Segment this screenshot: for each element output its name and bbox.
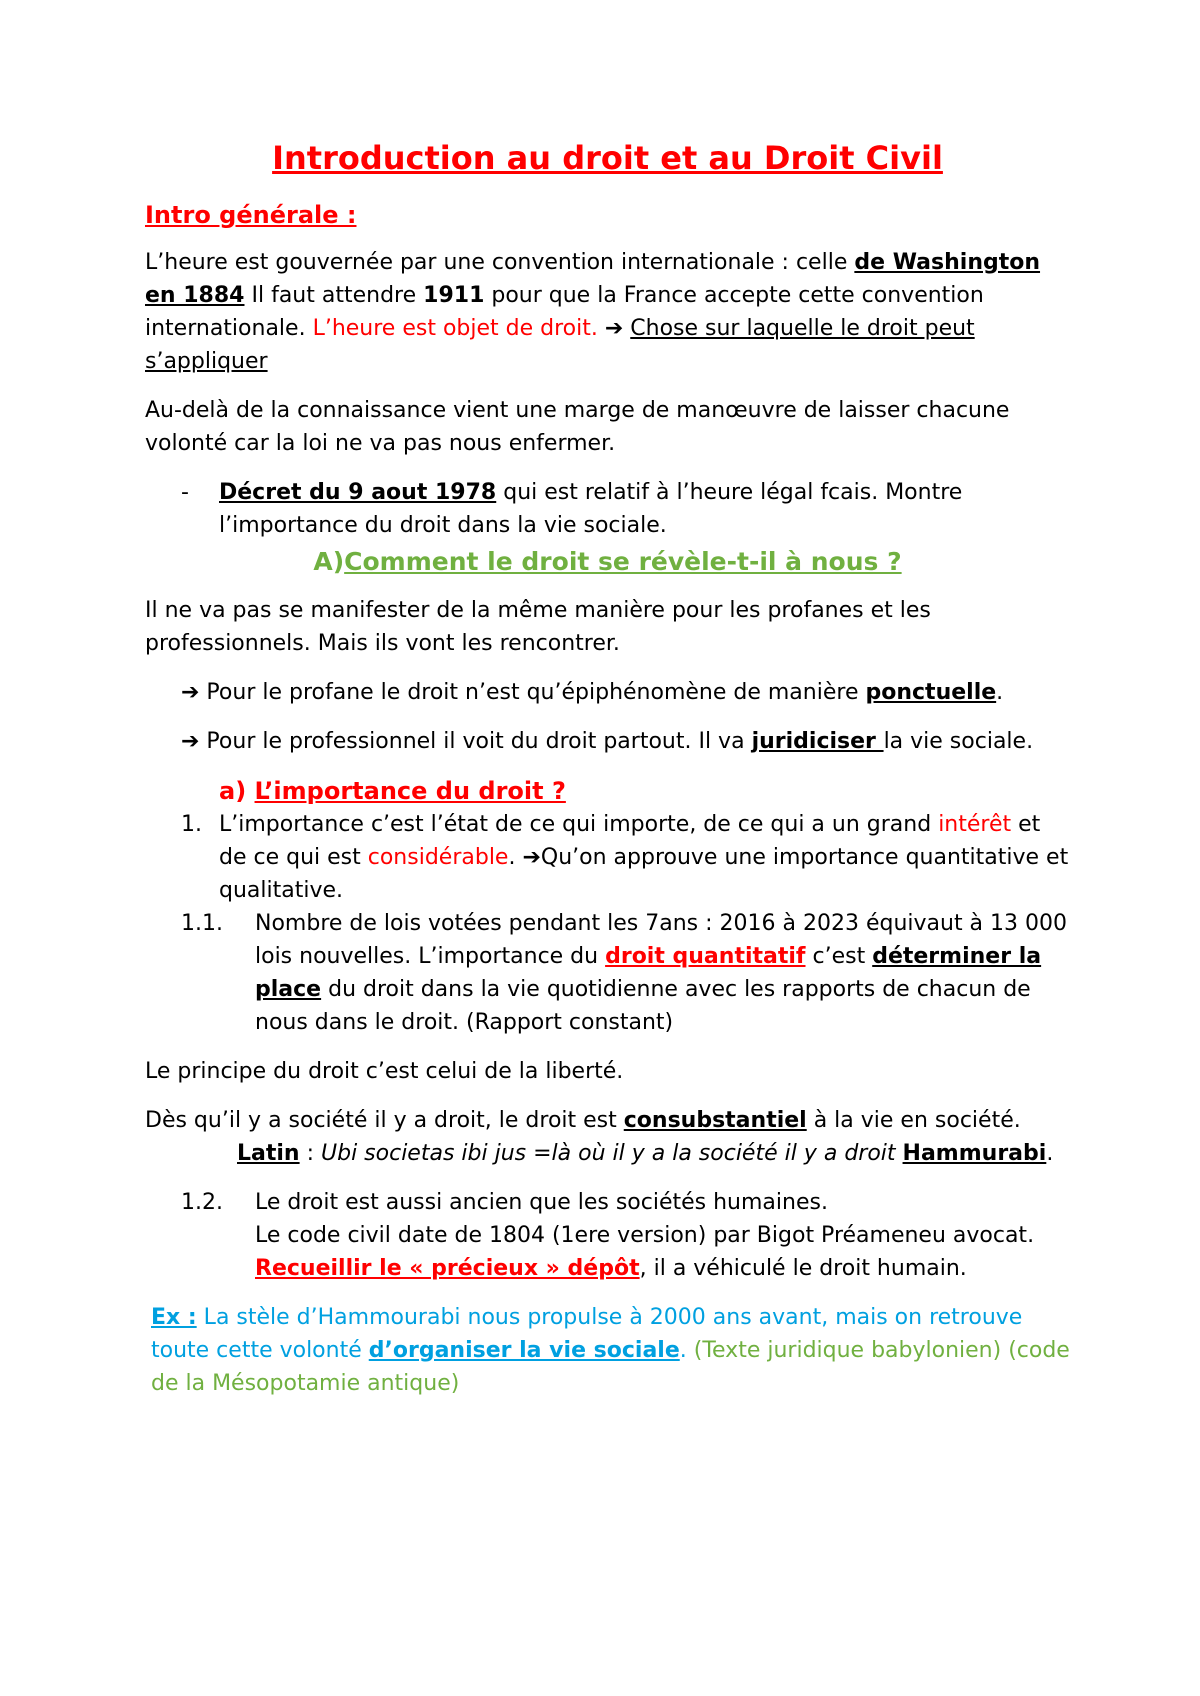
- latin-maxim: Ubi societas ibi jus =là où il y a la société il y a droit: [321, 1141, 896, 1166]
- text-run: :: [299, 1141, 321, 1166]
- intro-heading: Intro générale :: [145, 201, 357, 229]
- text-run: .: [996, 680, 1004, 705]
- paragraph-heure: [145, 246, 1070, 378]
- organiser-vie-sociale: d’organiser la vie sociale: [368, 1338, 680, 1363]
- text-run: , il a véhiculé le droit humain.: [639, 1256, 967, 1281]
- recueillir-depot: Recueillir le « précieux » dépôt: [255, 1256, 640, 1281]
- text-run: ➔ Pour le profane le droit n’est qu’épiphénomène de manière: [181, 680, 866, 705]
- section-prefix: A): [313, 547, 345, 576]
- text-run: du droit dans la vie quotidienne avec les rapports de chacun de nous dans le droit. (Rapport constant): [255, 977, 1031, 1035]
- text-run: .: [679, 1338, 694, 1363]
- text-run: pour que la France accepte cette convention internationale.: [145, 283, 984, 341]
- numbered-item-1: [181, 808, 1070, 907]
- text-run: Il faut attendre: [244, 283, 424, 308]
- texte-juridique: (Texte juridique babylonien) (code de la Mésopotamie antique): [151, 1338, 1070, 1396]
- dash-marker: -: [181, 480, 189, 505]
- text-run: la vie sociale.: [883, 729, 1034, 754]
- paragraph-marge: Au-delà de la connaissance vient une marge de manœuvre de laisser chacune volonté car la loi ne va pas nous enfermer.: [145, 398, 1010, 456]
- interet: intérêt: [938, 812, 1012, 837]
- subsection-prefix: a): [219, 777, 255, 805]
- section-label: Comment le droit se révèle-t-il à nous ?: [344, 547, 902, 576]
- page-title: Introduction au droit et au Droit Civil: [272, 139, 943, 177]
- text-run: Le droit est aussi ancien que les sociétés humaines.: [255, 1190, 828, 1215]
- droit-quantitatif: droit quantitatif: [605, 944, 806, 969]
- numbered-item-1-1: [181, 907, 1070, 1039]
- arrow-item-profane: [181, 676, 1070, 709]
- arrow-glyph: ➔: [597, 316, 631, 341]
- text-run: L’importance c’est l’état de ce qui importe, de ce qui a un grand: [219, 812, 939, 837]
- text-run: .: [1046, 1141, 1054, 1166]
- text-run: c’est: [805, 944, 873, 969]
- numbered-item-1-2: [181, 1186, 1070, 1285]
- juridiciser: juridiciser: [751, 729, 884, 754]
- chose-definition: Chose sur laquelle le droit peut s’appliquer: [145, 316, 975, 374]
- text-run: . ➔Qu’on approuve une importance quantitative et qualitative.: [219, 845, 1069, 903]
- dash-item-text: [219, 476, 1070, 542]
- text-run: ➔ Pour le professionnel il voit du droit partout. Il va: [181, 729, 752, 754]
- text-run: à la vie en société.: [806, 1108, 1021, 1133]
- item-text: [255, 1186, 1070, 1285]
- consubstantiel: consubstantiel: [623, 1108, 807, 1133]
- text-run: Nombre de lois votées pendant les 7ans : 2016 à 2023 équivaut à 13 000 lois nouvelles. L’importance du: [255, 911, 1068, 969]
- item-number: 1.1.: [181, 911, 223, 936]
- hammurabi: Hammurabi: [902, 1141, 1047, 1166]
- decret-1978: Décret du 9 aout 1978: [219, 480, 497, 505]
- arrow-item-professionnel: [181, 725, 1070, 758]
- text-run: qui est relatif à l’heure légal fcais. Montre l’importance du droit dans la vie sociale.: [219, 480, 963, 538]
- text-run: L’heure est gouvernée par une convention internationale : celle: [145, 250, 855, 275]
- subsection-label: L’importance du droit ?: [254, 777, 566, 805]
- item-text: [255, 907, 1070, 1039]
- item-number: 1.: [181, 812, 202, 837]
- item-number: 1.2.: [181, 1190, 223, 1215]
- example-label: Ex :: [151, 1305, 197, 1330]
- text-run: Dès qu’il y a société il y a droit, le droit est: [145, 1108, 624, 1133]
- paragraph-societe: [145, 1104, 1070, 1170]
- considerable: considérable: [367, 845, 509, 870]
- text-run: La stèle d’Hammourabi nous propulse à 2000 ans avant, mais on retrouve toute cette volonté: [151, 1305, 1023, 1363]
- ponctuelle: ponctuelle: [865, 680, 997, 705]
- text-run: et de ce qui est: [219, 812, 1041, 870]
- example-paragraph: [151, 1301, 1070, 1400]
- paragraph-profanes: Il ne va pas se manifester de la même manière pour les profanes et les professionnels. Mais ils vont les rencontrer.: [145, 598, 931, 656]
- text-run: Le code civil date de 1804 (1ere version) par Bigot Préameneu avocat.: [255, 1223, 1035, 1248]
- item-text: [219, 808, 1070, 907]
- subsection-heading-a: [219, 774, 1070, 808]
- heure-objet-droit: L’heure est objet de droit.: [312, 316, 598, 341]
- year-1911: 1911: [423, 283, 485, 308]
- washington-convention: de Washington en 1884: [145, 250, 1041, 308]
- latin-label: Latin: [237, 1141, 300, 1166]
- section-heading-a: [145, 544, 1070, 580]
- dash-list-item: [181, 476, 1070, 542]
- determiner-la-place: déterminer la place: [255, 944, 1042, 1002]
- paragraph-principe: Le principe du droit c’est celui de la liberté.: [145, 1059, 624, 1084]
